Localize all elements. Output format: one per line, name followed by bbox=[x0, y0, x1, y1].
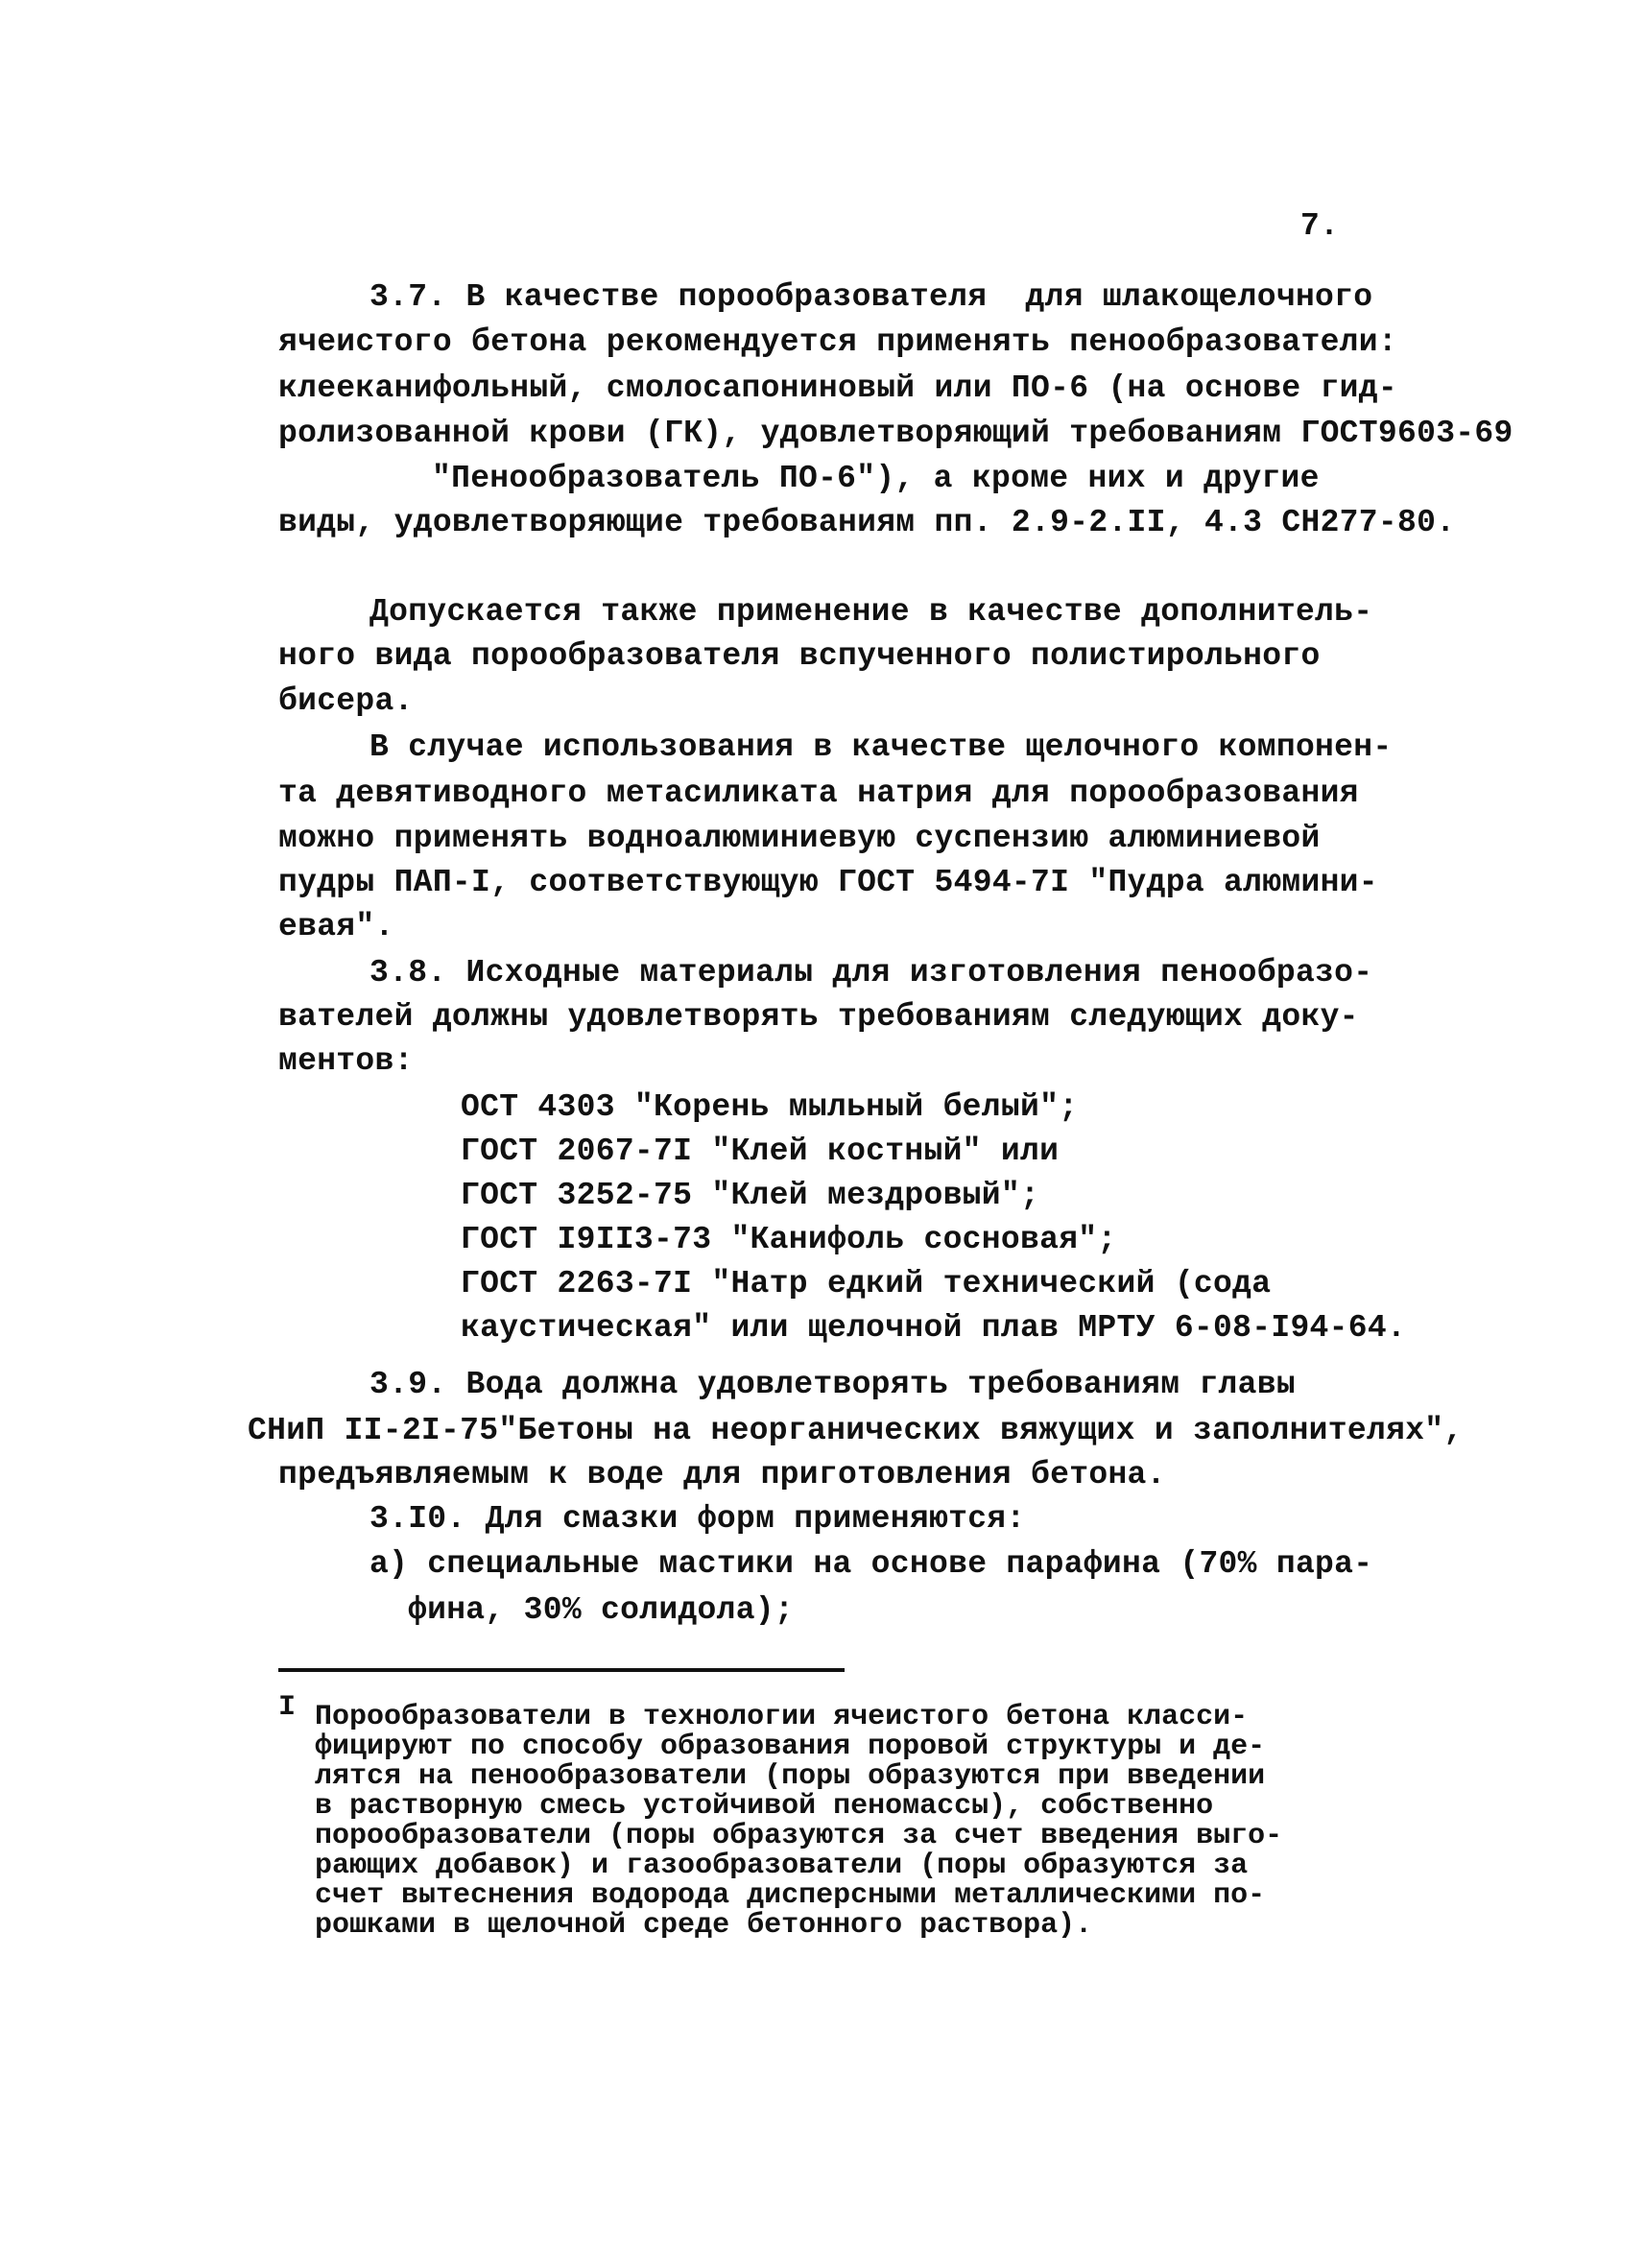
text-line: а) специальные мастики на основе парафина (70% пара- bbox=[369, 1546, 1373, 1582]
text-line: ролизованной крови (ГК), удовлетворяющий требованиям ГОСТ9603-69 bbox=[278, 416, 1513, 451]
text-line: евая". bbox=[278, 909, 394, 944]
footnote-line: Порообразователи в технологии ячеистого бетона класси- bbox=[315, 1701, 1249, 1733]
document-list-item: ГОСТ I9II3-73 "Канифоль сосновая"; bbox=[461, 1222, 1117, 1257]
footnote-line: рающих добавок) и газообразователи (поры образуются за bbox=[315, 1850, 1249, 1882]
footnote-line: рошками в щелочной среде бетонного раствора). bbox=[315, 1909, 1093, 1942]
document-list-item: ГОСТ 3252-75 "Клей мездровый"; bbox=[461, 1178, 1040, 1213]
text-line: 3.8. Исходные материалы для изготовления пенообразо- bbox=[369, 955, 1373, 991]
text-line: бисера. bbox=[278, 683, 414, 719]
footnote-line: счет вытеснения водорода дисперсными металлическими по- bbox=[315, 1879, 1266, 1912]
footnote-line: в растворную смесь устойчивой пеномассы), собственно bbox=[315, 1790, 1214, 1823]
text-line: 3.9. Вода должна удовлетворять требованиям главы bbox=[369, 1367, 1296, 1402]
document-list-item: каустическая" или щелочной плав МРТУ 6-08-I94-64. bbox=[461, 1310, 1407, 1346]
text-line: "Пенообразователь ПО-6"), а кроме них и другие bbox=[432, 461, 1320, 496]
document-list-item: ГОСТ 2263-7I "Натр едкий технический (сода bbox=[461, 1266, 1272, 1301]
document-list-item: ГОСТ 2067-7I "Клей костный" или bbox=[461, 1134, 1060, 1169]
text-line: ячеистого бетона рекомендуется применять пенообразователи: bbox=[278, 324, 1397, 360]
text-line: фина, 30% солидола); bbox=[408, 1592, 795, 1628]
footnote-marker: I bbox=[278, 1691, 297, 1724]
text-line: СНиП II-2I-75"Бетоны на неорганических вяжущих и заполнителях", bbox=[248, 1413, 1464, 1448]
footnote-line: лятся на пенообразователи (поры образуются при введении bbox=[315, 1760, 1266, 1793]
text-line: 3.7. В качестве порообразователя для шлакощелочного bbox=[369, 279, 1373, 315]
text-line: клееканифольный, смолосапониновый или ПО-6 (на основе гид- bbox=[278, 370, 1397, 406]
text-line: ментов: bbox=[278, 1043, 414, 1079]
footnote-line: фицируют по способу образования поровой структуры и де- bbox=[315, 1731, 1266, 1763]
document-list-item: ОСТ 4303 "Корень мыльный белый"; bbox=[461, 1089, 1079, 1125]
page-number: 7. bbox=[1300, 208, 1340, 244]
footnote-line: порообразователи (поры образуются за счет введения выго- bbox=[315, 1820, 1283, 1852]
text-line: вателей должны удовлетворять требованиям следующих доку- bbox=[278, 999, 1359, 1035]
text-line: предъявляемым к воде для приготовления бетона. bbox=[278, 1457, 1166, 1492]
text-line: Допускается также применение в качестве дополнитель- bbox=[369, 594, 1373, 630]
text-line: пудры ПАП-I, соответствующую ГОСТ 5494-7I "Пудра алюмини- bbox=[278, 865, 1378, 900]
footnote-divider bbox=[278, 1668, 845, 1672]
text-line: 3.I0. Для смазки форм применяются: bbox=[369, 1501, 1026, 1537]
text-line: можно применять водноалюминиевую суспензию алюминиевой bbox=[278, 821, 1321, 856]
text-line: В случае использования в качестве щелочного компонен- bbox=[369, 729, 1393, 765]
text-line: виды, удовлетворяющие требованиям пп. 2.9-2.II, 4.3 СН277-80. bbox=[278, 505, 1456, 540]
text-line: та девятиводного метасиликата натрия для порообразования bbox=[278, 776, 1359, 811]
text-line: ного вида порообразователя вспученного полистирольного bbox=[278, 638, 1321, 674]
